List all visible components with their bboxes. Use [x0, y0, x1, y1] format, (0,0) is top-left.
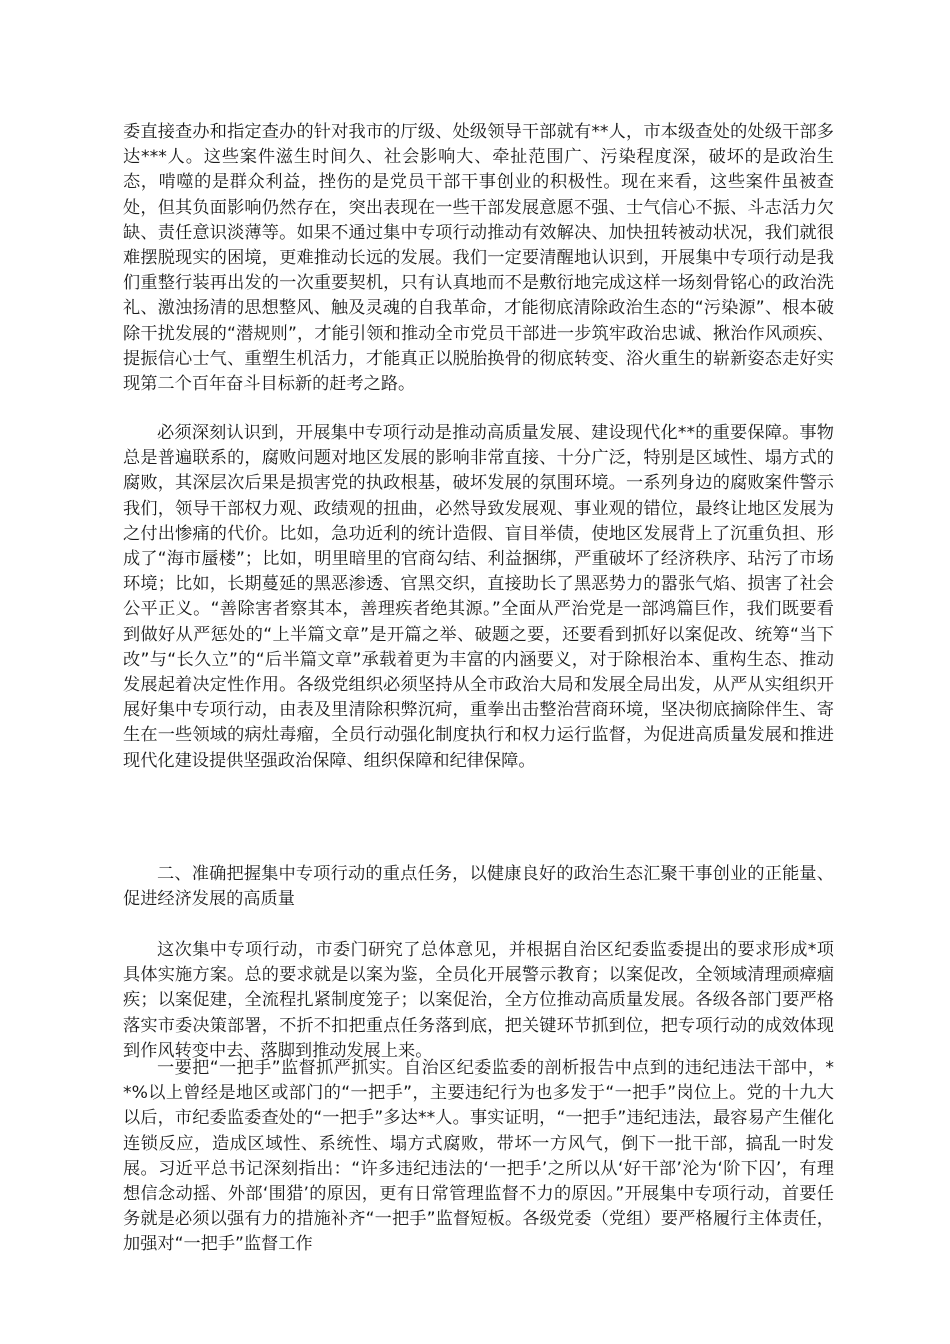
paragraph-4: 一要把“一把手”监督抓严抓实。自治区纪委监委的剖析报告中点到的违纪违法干部中，**%以上曾经是地区或部门的“一把手”，主要违纪行为也多发于“一把手”岗位上。党的十九大以后，市纪委监委查处的“一把手”多达**人。事实证明，“一把手”违纪违法，最容易产生催化连锁反应，造成区域性、系统性、塌方式腐败，带坏一方风气，倒下一批干部，搞乱一时发展。习近平总书记深刻指出：“许多违纪违法的‘一把手’之所以从‘好干部’沦为‘阶下囚’，有理想信念动摇、外部‘围猎’的原因，更有日常管理监督不力的原因。”开展集中专项行动，首要任务就是必须以强有力的措施补齐“一把手”监督短板。各级党委（党组）要严格履行主体责任，加强对“一把手”监督工作: [123, 1058, 834, 1255]
paragraph-1: 委直接查办和指定查办的针对我市的厅级、处级领导干部就有**人，市本级查处的处级干部多达***人。这些案件滋生时间久、社会影响大、牵扯范围广、污染程度深，破坏的是政治生态，啃噬的是群众利益，挫伤的是党员干部干事创业的积极性。现在来看，这些案件虽被查处，但其负面影响仍然存在，突出表现在一些干部发展意愿不强、士气信心不振、斗志活力欠缺、责任意识淡薄等。如果不通过集中专项行动推动有效解决、加快扭转被动状况，我们就很难摆脱现实的困境，更难推动长远的发展。我们一定要清醒地认识到，开展集中专项行动是我们重整行装再出发的一次重要契机，只有认真地而不是敷衍地完成这样一场刻骨铭心的政治洗礼、激浊扬清的思想整风、触及灵魂的自我革命，才能彻底清除政治生态的“污染源”、根本破除干扰发展的“潜规则”，才能引领和推动全市党员干部进一步筑牢政治忠诚、揪治作风顽疾、提振信心士气、重塑生机活力，才能真正以脱胎换骨的彻底转变、浴火重生的崭新姿态走好实现第二个百年奋斗目标新的赶考之路。: [123, 122, 834, 395]
section-heading: 二、准确把握集中专项行动的重点任务，以健康良好的政治生态汇聚干事创业的正能量、促进经济发展的高质量: [123, 864, 834, 910]
paragraph-3: 这次集中专项行动，市委门研究了总体意见，并根据自治区纪委监委提出的要求形成*项具体实施方案。总的要求就是以案为鉴，全员化开展警示教育；以案促改，全领域清理顽瘴痼疾；以案促建，全流程扎紧制度笼子；以案促治，全方位推动高质量发展。各级各部门要严格落实市委决策部署，不折不扣把重点任务落到底，把关键环节抓到位，把专项行动的成效体现到作风转变中去、落脚到推动发展上来。: [123, 940, 834, 1061]
paragraph-2: 必须深刻认识到，开展集中专项行动是推动高质量发展、建设现代化**的重要保障。事物总是普遍联系的，腐败问题对地区发展的影响非常直接、十分广泛，特别是区域性、塌方式的腐败，其深层次后果是损害党的执政根基，破坏发展的氛围环境。一系列身边的腐败案件警示我们，领导干部权力观、政绩观的扭曲，必然导致发展观、事业观的错位，最终让地区发展为之付出惨痛的代价。比如，急功近利的统计造假、盲目举债，使地区发展背上了沉重负担、形成了“海市蜃楼”；比如，明里暗里的官商勾结、利益捆绑，严重破坏了经济秩序、玷污了市场环境；比如，长期蔓延的黑恶渗透、官黑交织，直接助长了黑恶势力的嚣张气焰、损害了社会公平正义。“善除害者察其本，善理疾者绝其源。”全面从严治党是一部鸿篇巨作，我们既要看到做好从严惩处的“上半篇文章”是开篇之举、破题之要，还要看到抓好以案促改、统筹“当下改”与“长久立”的“后半篇文章”承载着更为丰富的内涵要义，对于除根治本、重构生态、推动发展起着决定性作用。各级党组织必须坚持从全市政治大局和发展全局出发，从严从实组织开展好集中专项行动，由表及里清除积弊沉疴，重拳出击整治营商环境，坚决彻底摘除伴生、寄生在一些领域的病灶毒瘤，全员行动强化制度执行和权力运行监督，为促进高质量发展和推进现代化建设提供坚强政治保障、组织保障和纪律保障。: [123, 423, 834, 771]
